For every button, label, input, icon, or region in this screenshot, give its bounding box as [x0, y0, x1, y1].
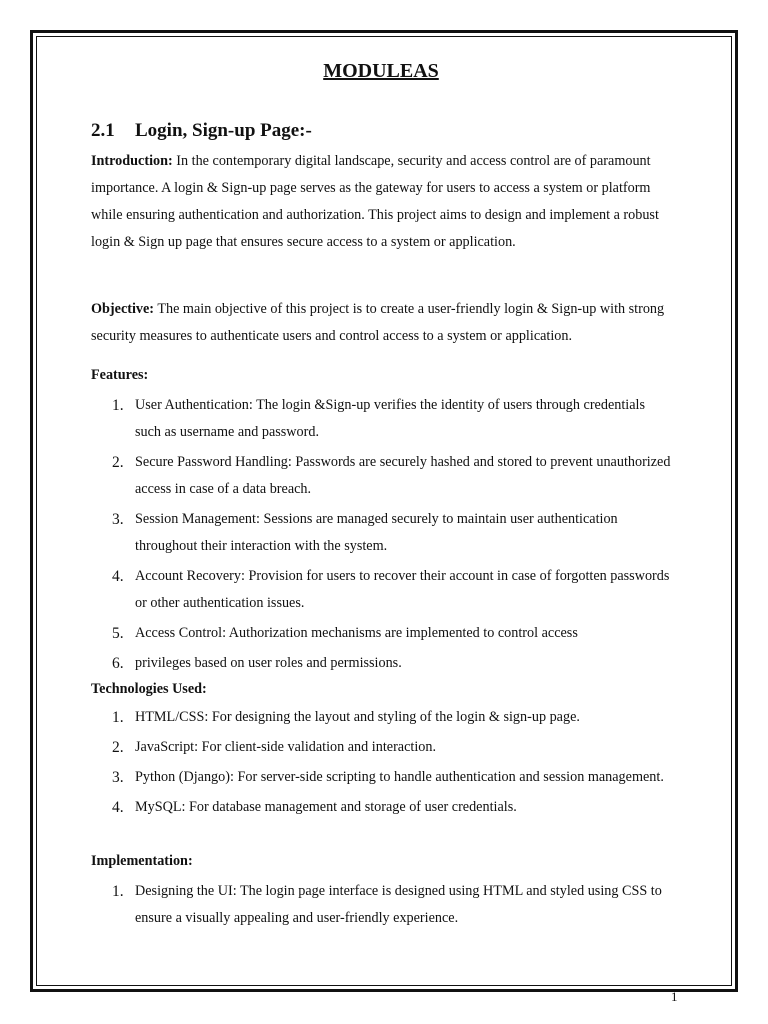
list-item-text: Python (Django): For server-side scripting to handle authentication and session management. — [135, 769, 664, 785]
list-marker: 3. — [112, 769, 124, 786]
list-item — [91, 704, 673, 731]
list-item-text: User Authentication: The login &Sign-up verifies the identity of users through credentials such as username and password. — [135, 397, 645, 440]
objective-label: Objective: — [91, 301, 155, 317]
list-marker: 2. — [112, 454, 124, 471]
page-number: 1 — [671, 989, 678, 1004]
introduction-label: Introduction: — [91, 153, 173, 169]
introduction-paragraph — [91, 148, 673, 256]
document-body — [91, 56, 671, 926]
list-marker: 1. — [112, 397, 124, 414]
list-marker: 2. — [112, 739, 124, 756]
list-item-text: Access Control: Authorization mechanisms are implemented to control access — [135, 625, 578, 641]
list-marker: 1. — [112, 883, 124, 900]
list-item-text: privileges based on user roles and permissions. — [135, 655, 402, 671]
list-item-text: Designing the UI: The login page interface is designed using HTML and styled using CSS to ensure a visually appealing and user-friendly experience. — [135, 883, 662, 926]
list-item — [91, 563, 673, 617]
objective-paragraph — [91, 296, 673, 350]
list-item-text: JavaScript: For client-side validation and interaction. — [135, 739, 437, 755]
section-heading — [91, 118, 312, 144]
features-heading: Features: — [91, 367, 149, 383]
features-list — [91, 392, 673, 680]
list-marker: 1. — [112, 709, 124, 726]
introduction-text: In the contemporary digital landscape, security and access control are of paramount importance. A login & Sign-up page serves as the gateway for users to access a system or platform while ensuring authentication and authorization. This project aims to design and implement a robust login & Sign up page that ensures secure access to a system or application. — [91, 153, 659, 250]
list-marker: 4. — [112, 799, 124, 816]
section-number: 2.1 — [91, 120, 115, 141]
list-item — [91, 650, 673, 677]
list-item-text: Account Recovery: Provision for users to recover their account in case of forgotten passwords or other authentication issues. — [135, 568, 670, 611]
list-item — [91, 449, 673, 503]
technologies-list — [91, 704, 673, 824]
list-item — [91, 764, 673, 791]
implementation-list — [91, 878, 673, 935]
list-item — [91, 878, 673, 932]
list-item-text: HTML/CSS: For designing the layout and styling of the login & sign-up page. — [135, 709, 580, 725]
list-marker: 5. — [112, 625, 124, 642]
list-item — [91, 734, 673, 761]
implementation-heading: Implementation: — [91, 853, 193, 869]
list-item — [91, 794, 673, 821]
list-item — [91, 506, 673, 560]
technologies-heading: Technologies Used: — [91, 681, 207, 697]
list-item — [91, 392, 673, 446]
list-marker: 3. — [112, 511, 124, 528]
section-title: Login, Sign-up Page:- — [135, 120, 312, 141]
list-item-text: MySQL: For database management and storage of user credentials. — [135, 799, 517, 815]
objective-text: The main objective of this project is to create a user-friendly login & Sign-up with strong security measures to authenticate users and control access to a system or application. — [91, 301, 665, 344]
list-marker: 4. — [112, 568, 124, 585]
list-marker: 6. — [112, 655, 124, 672]
list-item-text: Secure Password Handling: Passwords are securely hashed and stored to prevent unauthorized access in case of a data breach. — [135, 454, 671, 497]
document-title: MODULEAS — [323, 60, 439, 82]
list-item — [91, 620, 673, 647]
list-item-text: Session Management: Sessions are managed securely to maintain user authentication throughout their interaction with the system. — [135, 511, 618, 554]
